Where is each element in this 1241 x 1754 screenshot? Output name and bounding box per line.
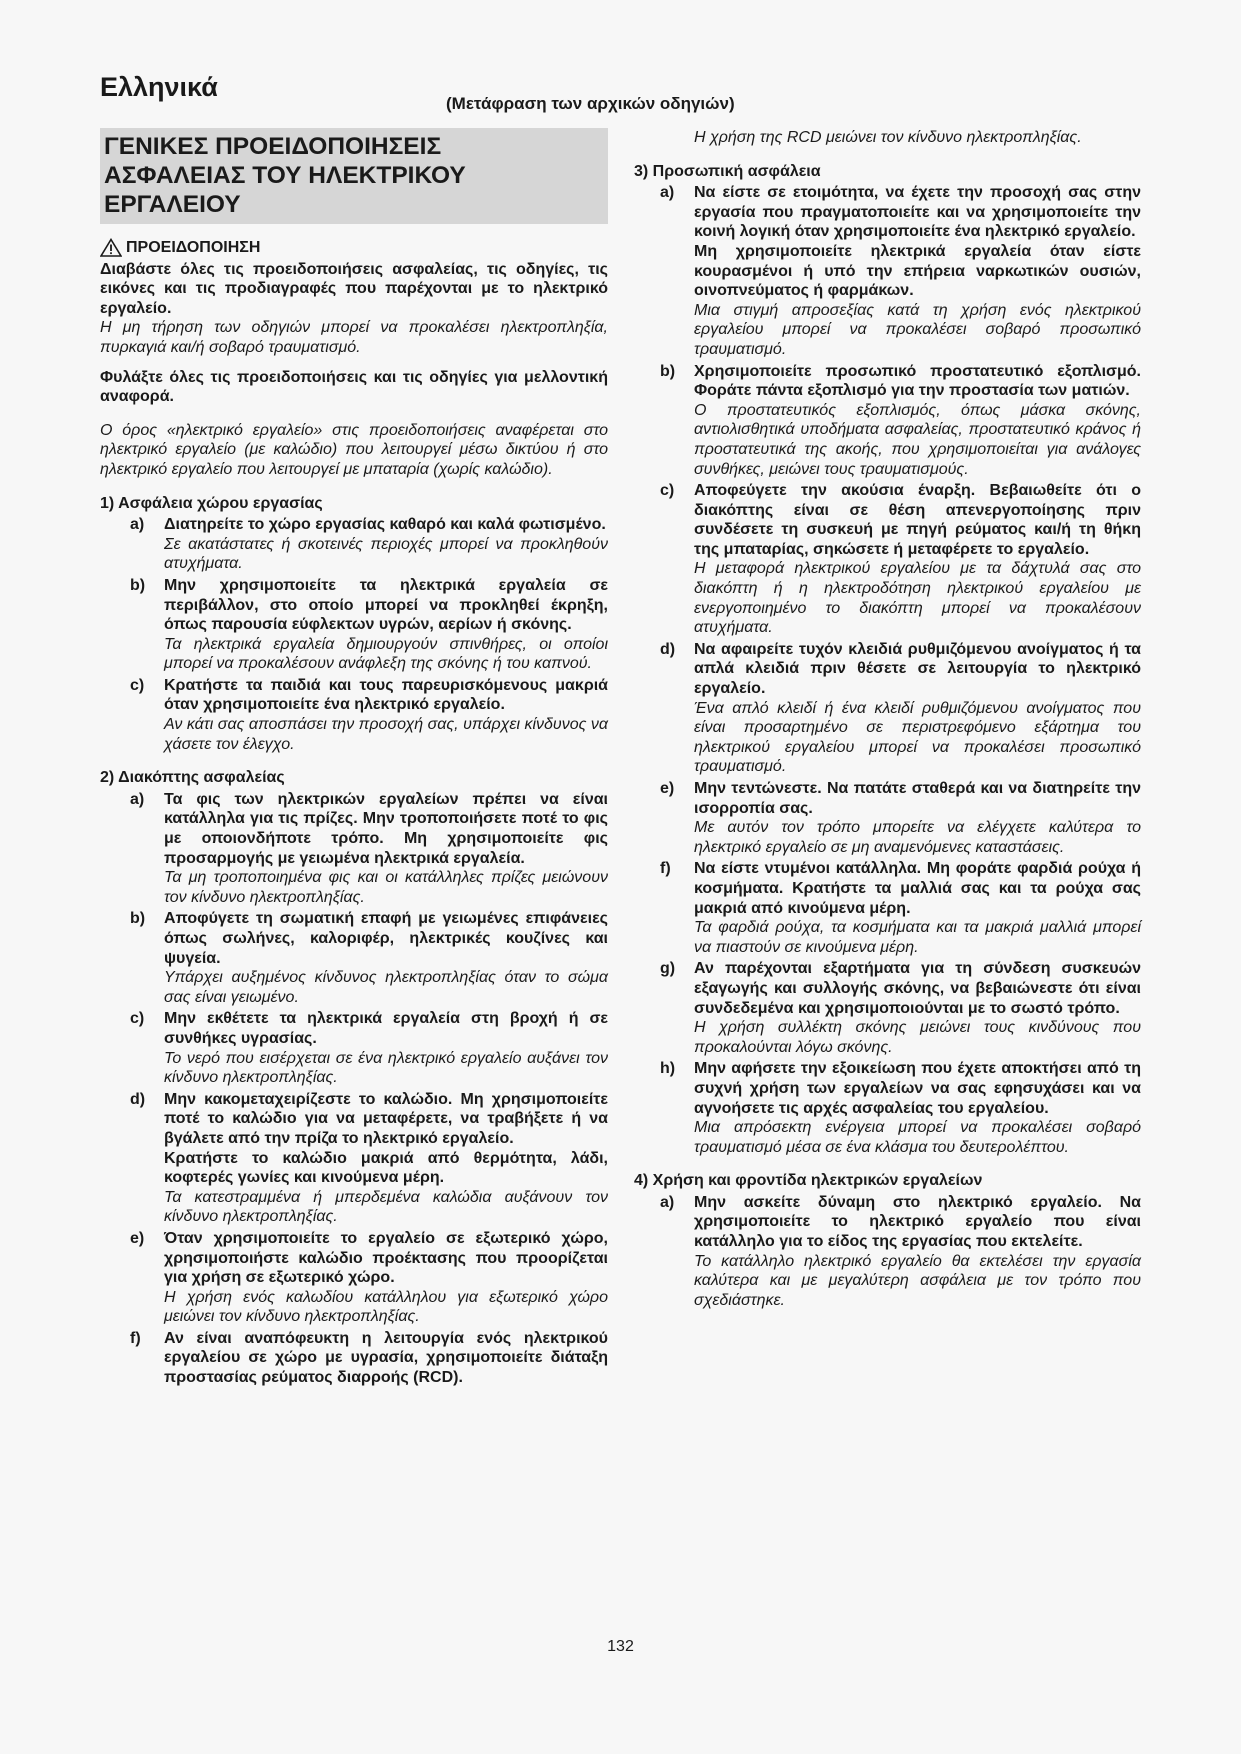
item-label: d) xyxy=(130,1090,146,1108)
item-italic: Ο προστατευτικός εξοπλισμός, όπως μάσκα σκόνης, αντιολισθητικά υποδήματα ασφαλείας, προστατευτικό κράνος ή προστατευτικά της ακοής, που χρησιμοποιείται για ανάλογες συνθήκες, μειώνει τους τραυματισμούς. xyxy=(694,401,1141,478)
item-italic: Υπάρχει αυξημένος κίνδυνος ηλεκτροπληξίας όταν το σώμα σας είναι γειωμένο. xyxy=(164,969,608,1006)
item-italic: Τα μη τροποποιημένα φις και οι κατάλληλες πρίζες μειώνουν τον κίνδυνο ηλεκτροπληξίας. xyxy=(164,869,608,906)
warning-heading xyxy=(100,238,608,258)
item-label: b) xyxy=(660,362,676,380)
term-definition: Ο όρος «ηλεκτρικό εργαλείο» στις προειδοποιήσεις αναφέρεται στο ηλεκτρικό εργαλείο (με καλώδιο) που λειτουργεί μέσω δικτύου ή στο ηλεκτρικό εργαλείο που λειτουργεί με μπαταρία (χωρίς καλώδιο). xyxy=(100,421,608,478)
section-banner xyxy=(100,128,608,224)
item-bold: Μην ασκείτε δύναμη στο ηλεκτρικό εργαλείο. Να χρησιμοποιείτε το ηλεκτρικό εργαλείο που είναι κατάλληλο για το είδος της εργασίας που εκτελείτε. xyxy=(694,1193,1141,1251)
list-item xyxy=(100,1229,608,1327)
banner-line-2: ΑΣΦΑΛΕΙΑΣ ΤΟΥ ΗΛΕΚΤΡΙΚΟΥ xyxy=(104,162,466,189)
right-column xyxy=(634,128,1141,1310)
item-italic: Το νερό που εισέρχεται σε ένα ηλεκτρικό εργαλείο αυξάνει τον κίνδυνο ηλεκτροπληξίας. xyxy=(164,1049,608,1087)
list-item xyxy=(100,515,608,574)
section-2-title: 2) Διακόπτης ασφαλείας xyxy=(100,769,285,787)
item-bold: Μην κακομεταχειρίζεστε το καλώδιο. Μη χρησιμοποιείτε ποτέ το καλώδιο για να μεταφέρετε, να τραβήξετε ή να βγάλετε από την πρίζα το ηλεκτρικό εργαλείο. xyxy=(164,1090,608,1147)
item-label: c) xyxy=(130,1010,145,1028)
item-label: e) xyxy=(130,1229,145,1247)
page-number: 132 xyxy=(607,1638,634,1655)
item-label: a) xyxy=(660,184,675,202)
item-bold: Κρατήστε τα παιδιά και τους παρευρισκόμενους μακριά όταν χρησιμοποιείτε ένα ηλεκτρικό εργαλείο. xyxy=(164,676,608,714)
list-item xyxy=(634,779,1141,857)
item-italic: Μια στιγμή απροσεξίας κατά τη χρήση ενός ηλεκτρικού εργαλείου μπορεί να προκαλέσει σοβαρό προσωπικό τραυματισμό. xyxy=(694,301,1141,358)
item-bold: Μη χρησιμοποιείτε ηλεκτρικά εργαλεία όταν είστε κουρασμένοι ή υπό την επήρεια ναρκωτικών ουσιών, οινοπνεύματος ή φαρμάκων. xyxy=(694,242,1141,300)
item-italic: Τα φαρδιά ρούχα, τα κοσμήματα και τα μακριά μαλλιά μπορεί να πιαστούν σε κινούμενα μέρη. xyxy=(694,919,1141,956)
list-item xyxy=(100,909,608,1007)
list-item xyxy=(100,676,608,754)
item-label: c) xyxy=(130,676,145,694)
left-column xyxy=(100,128,608,1388)
item-italic: Τα κατεστραμμένα ή μπερδεμένα καλώδια αυξάνουν τον κίνδυνο ηλεκτροπληξίας. xyxy=(164,1188,608,1226)
item-label: h) xyxy=(660,1060,676,1078)
list-item xyxy=(100,790,608,908)
warning-label: ΠΡΟΕΙΔΟΠΟΙΗΣΗ xyxy=(126,239,261,256)
item-label: b) xyxy=(130,910,146,928)
item-bold: Χρησιμοποιείτε προσωπικό προστατευτικό εξοπλισμό. Φοράτε πάντα εξοπλισμό για την προστασία των ματιών. xyxy=(694,362,1141,400)
list-item xyxy=(100,1329,608,1388)
item-bold: Μην τεντώνεστε. Να πατάτε σταθερά και να διατηρείτε την ισορροπία σας. xyxy=(694,780,1141,817)
item-label: a) xyxy=(660,1193,675,1211)
item-bold: Να είστε σε ετοιμότητα, να έχετε την προσοχή σας στην εργασία που πραγματοποιείτε και να χρησιμοποιείτε την κοινή λογική όταν χρησιμοποιείτε ένα ηλεκτρικό εργαλείο. xyxy=(694,184,1141,241)
rcd-continuation: Η χρήση της RCD μειώνει τον κίνδυνο ηλεκτροπληξίας. xyxy=(694,129,1082,146)
translation-subtitle: (Μετάφραση των αρχικών οδηγιών) xyxy=(446,94,735,113)
item-italic: Η χρήση συλλέκτη σκόνης μειώνει τους κινδύνους που προκαλούνται λόγω σκόνης. xyxy=(694,1019,1141,1056)
item-bold: Μην χρησιμοποιείτε τα ηλεκτρικά εργαλεία σε περιβάλλον, στο οποίο μπορεί να προκληθεί έκρηξη, όπως παρουσία εύφλεκτων υγρών, αερίων ή σκόνης. xyxy=(164,576,608,634)
warning-read-all: Διαβάστε όλες τις προειδοποιήσεις ασφαλείας, τις οδηγίες, τις εικόνες και τις προδιαγραφές που παρέχονται με το ηλεκτρικό εργαλείο. xyxy=(100,260,608,317)
item-bold: Μην αφήσετε την εξοικείωση που έχετε αποκτήσει από τη συχνή χρήση των εργαλείων να σας εφησυχάσει και να αγνοήσετε τις αρχές ασφαλείας του εργαλείου. xyxy=(694,1060,1141,1117)
warning-keep: Φυλάξτε όλες τις προειδοποιήσεις και τις οδηγίες για μελλοντική αναφορά. xyxy=(100,368,608,406)
list-item xyxy=(100,1090,608,1227)
list-item xyxy=(634,183,1141,359)
item-italic: Ένα απλό κλειδί ή ένα κλειδί ρυθμιζόμενου ανοίγματος που είναι προσαρτημένο σε περιστρεφόμενο εξάρτημα του ηλεκτρικού εργαλείου μπορεί να προκαλέσει προσωπικό τραυματισμό. xyxy=(694,699,1141,776)
list-item xyxy=(634,481,1141,638)
warning-consequence: Η μη τήρηση των οδηγιών μπορεί να προκαλέσει ηλεκτροπληξία, πυρκαγιά και/ή σοβαρό τραυματισμό. xyxy=(100,319,608,356)
banner-line-3: ΕΡΓΑΛΕΙΟΥ xyxy=(104,191,241,218)
item-label: c) xyxy=(660,482,675,500)
list-item xyxy=(634,959,1141,1057)
item-label: a) xyxy=(130,516,145,534)
list-item xyxy=(634,1059,1141,1157)
item-label: e) xyxy=(660,780,675,797)
list-item xyxy=(100,1009,608,1087)
item-bold: Αποφεύγετε την ακούσια έναρξη. Βεβαιωθείτε ότι ο διακόπτης είναι σε θέση απενεργοποίησης πριν συνδέσετε τη συσκευή με πηγή ρεύματος και/ή τη θήκη της μπαταρίας, σηκώσετε ή μεταφέρετε το εργαλείο. xyxy=(694,482,1141,558)
item-bold: Μην εκθέτετε τα ηλεκτρικά εργαλεία στη βροχή ή σε συνθήκες υγρασίας. xyxy=(164,1010,608,1047)
item-italic: Η χρήση ενός καλωδίου κατάλληλου για εξωτερικό χώρο μειώνει τον κίνδυνο ηλεκτροπληξίας. xyxy=(164,1288,608,1326)
item-label: d) xyxy=(660,640,676,658)
item-bold: Αποφύγετε τη σωματική επαφή με γειωμένες επιφάνειες όπως σωλήνες, καλοριφέρ, ηλεκτρικές κουζίνες και ψυγεία. xyxy=(164,910,608,967)
item-label: f) xyxy=(130,1329,141,1347)
list-item xyxy=(100,576,608,674)
item-italic: Η μεταφορά ηλεκτρικού εργαλείου με τα δάχτυλά σας στο διακόπτη ή η ηλεκτροδότηση ηλεκτρικού εργαλείου με ενεργοποιημένο το διακόπτη μπορεί να προκαλέσουν ατυχήματα. xyxy=(694,560,1141,637)
item-italic: Το κατάλληλο ηλεκτρικό εργαλείο θα εκτελέσει την εργασία καλύτερα και με μεγαλύτερη ασφάλεια με τον τρόπο που σχεδιάστηκε. xyxy=(694,1252,1141,1309)
item-italic: Τα ηλεκτρικά εργαλεία δημιουργούν σπινθήρες, οι οποίοι μπορεί να προκαλέσουν ανάφλεξη της σκόνης ή του καπνού. xyxy=(164,635,608,673)
item-italic: Αν κάτι σας αποσπάσει την προσοχή σας, υπάρχει κίνδυνος να χάσετε τον έλεγχο. xyxy=(164,716,608,753)
item-bold: Να αφαιρείτε τυχόν κλειδιά ρυθμιζόμενου ανοίγματος ή τα απλά κλειδιά πριν θέσετε σε λειτουργία το ηλεκτρικό εργαλείο. xyxy=(694,640,1141,698)
section-4-title: 4) Χρήση και φροντίδα ηλεκτρικών εργαλείων xyxy=(634,1172,983,1190)
item-bold: Να είστε ντυμένοι κατάλληλα. Μη φοράτε φαρδιά ρούχα ή κοσμήματα. Κρατήστε τα μαλλιά σας και τα ρούχα σας μακριά από κινούμενα μέρη. xyxy=(694,860,1141,917)
section-1-title: 1) Ασφάλεια χώρου εργασίας xyxy=(100,494,323,512)
item-bold: Αν παρέχονται εξαρτήματα για τη σύνδεση συσκευών εξαγωγής και συλλογής σκόνης, να βεβαιώνεστε ότι είναι συνδεδεμένα και χρησιμοποιούνται με το σωστό τρόπο. xyxy=(694,960,1141,1017)
item-label: a) xyxy=(130,790,145,808)
warning-triangle-icon xyxy=(100,238,122,257)
list-item xyxy=(634,362,1141,480)
item-bold: Αν είναι αναπόφευκτη η λειτουργία ενός ηλεκτρικού εργαλείου σε χώρο με υγρασία, χρησιμοποιείτε διάταξη προστασίας ρεύματος διαρροής (RCD). xyxy=(164,1329,608,1387)
item-italic: Σε ακατάστατες ή σκοτεινές περιοχές μπορεί να προκληθούν ατυχήματα. xyxy=(164,535,608,573)
banner-title xyxy=(104,132,604,219)
item-italic: Με αυτόν τον τρόπο μπορείτε να ελέγχετε καλύτερα το ηλεκτρικό εργαλείο σε μη αναμενόμενες καταστάσεις. xyxy=(694,819,1141,856)
item-bold: Τα φις των ηλεκτρικών εργαλείων πρέπει να είναι κατάλληλα για τις πρίζες. Μην τροποποιήσετε ποτέ το φις με οποιονδήποτε τρόπο. Μη χρησιμοποιείτε φις προσαρμογής με γειωμένα ηλεκτρικά εργαλεία. xyxy=(164,790,608,867)
item-bold: Διατηρείτε το χώρο εργασίας καθαρό και καλά φωτισμένο. xyxy=(164,516,606,534)
list-item xyxy=(634,859,1141,957)
item-label: b) xyxy=(130,576,146,594)
item-bold: Όταν χρησιμοποιείτε το εργαλείο σε εξωτερικό χώρο, χρησιμοποιήστε καλώδιο προέκτασης που προορίζεται για χρήση σε εξωτερικό χώρο. xyxy=(164,1229,608,1287)
item-label: f) xyxy=(660,860,671,878)
banner-line-1: ΓΕΝΙΚΕΣ ΠΡΟΕΙΔΟΠΟΙΗΣΕΙΣ xyxy=(104,133,442,160)
item-italic: Μια απρόσεκτη ενέργεια μπορεί να προκαλέσει σοβαρό τραυματισμό μέσα σε ένα κλάσμα του δευτερολέπτου. xyxy=(694,1119,1141,1156)
section-3-title: 3) Προσωπική ασφάλεια xyxy=(634,162,821,180)
language-heading: Ελληνικά xyxy=(100,72,218,102)
item-bold: Κρατήστε το καλώδιο μακριά από θερμότητα, λάδι, κοφτερές γωνίες και κινούμενα μέρη. xyxy=(164,1149,608,1187)
item-label: g) xyxy=(660,960,676,978)
list-item xyxy=(634,640,1141,777)
list-item xyxy=(634,1193,1141,1311)
